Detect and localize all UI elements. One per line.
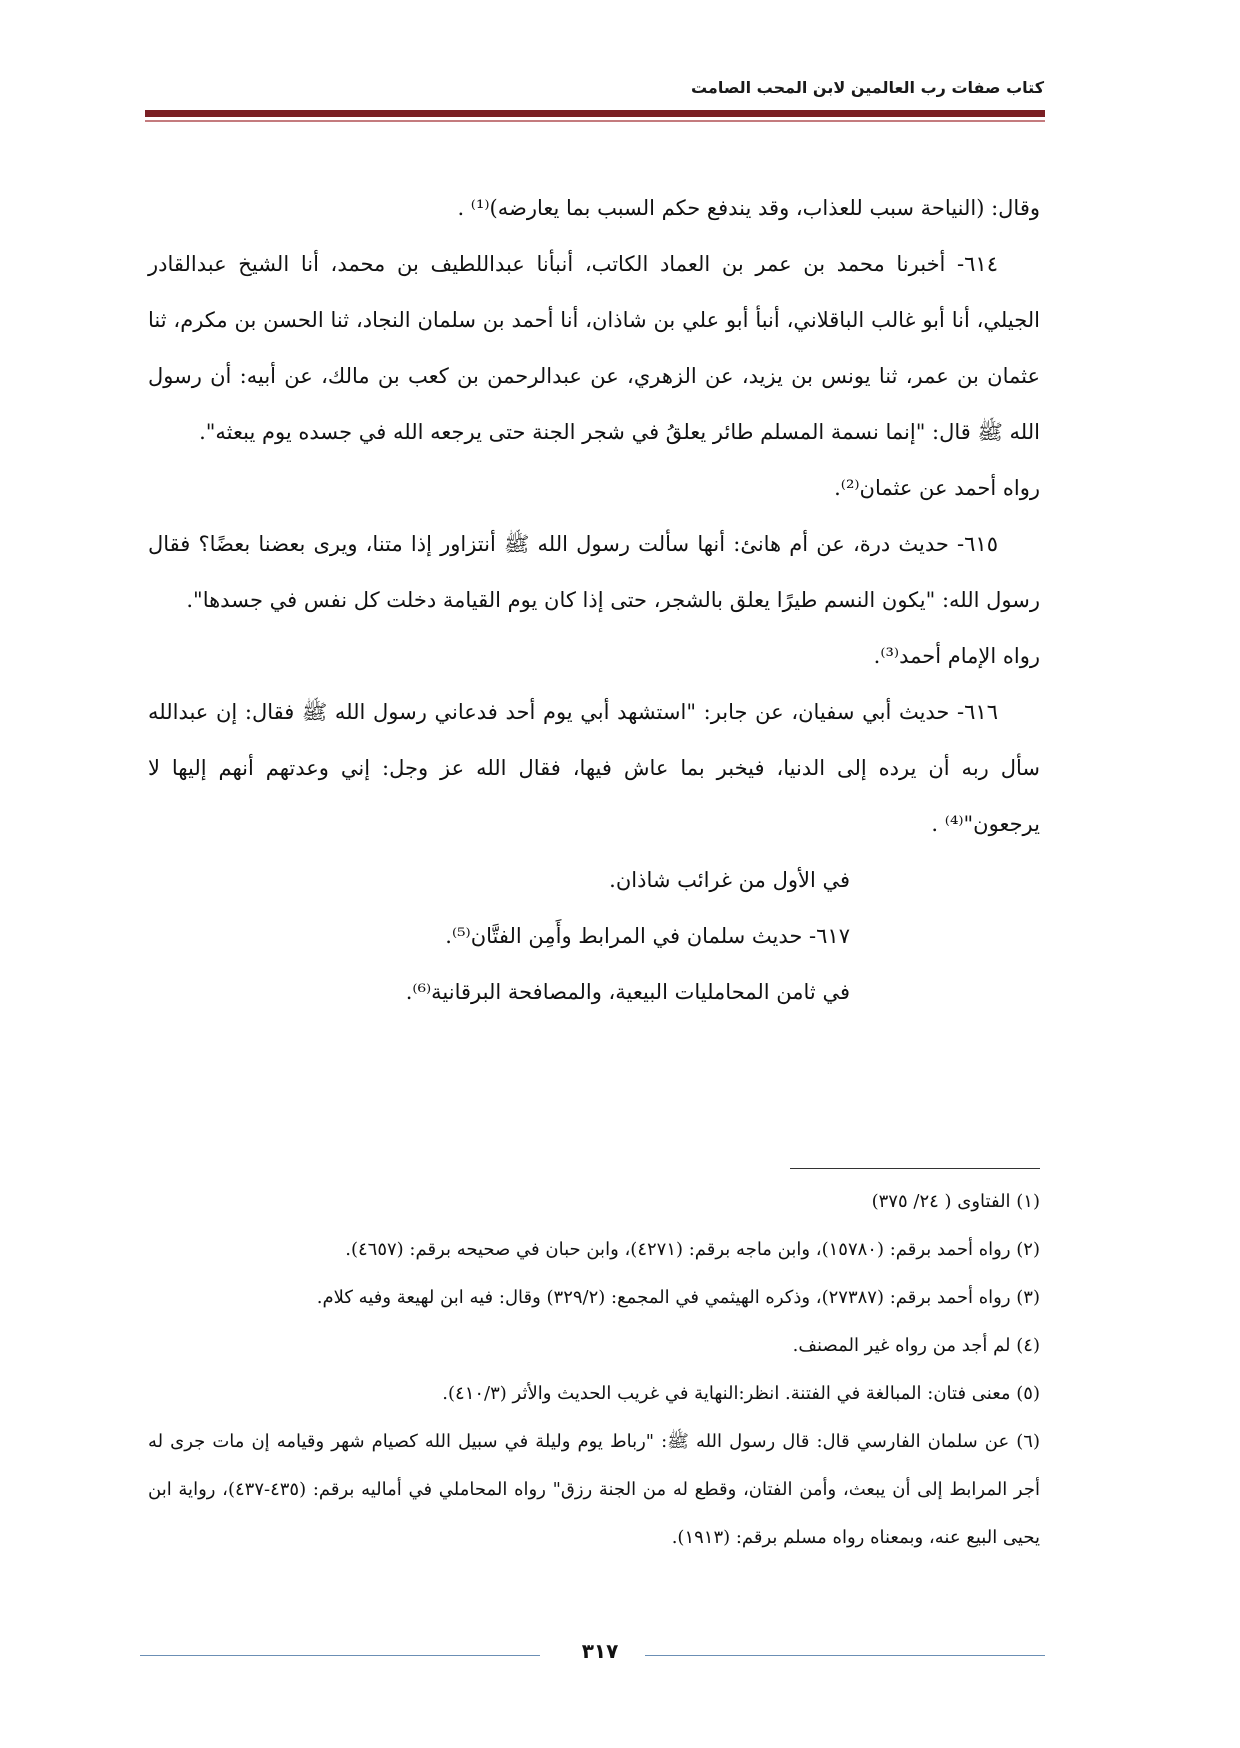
paragraph-intro-quote: وقال: (النياحة سبب للعذاب، وقد يندفع حكم السبب بما يعارضه)⁽¹⁾ . <box>457 196 1040 220</box>
paragraph-narration-note-614: رواه أحمد عن عثمان⁽²⁾. <box>834 476 1040 500</box>
paragraph-narration-note-615: رواه الإمام أحمد⁽³⁾. <box>873 644 1040 668</box>
running-header-title: كتاب صفات رب العالمين لابن المحب الصامت <box>690 78 1044 97</box>
footnote-4: (٤) لم أجد من رواه غير المصنف. <box>792 1335 1040 1356</box>
paragraph-hadith-616: ٦١٦- حديث أبي سفيان، عن جابر: "استشهد أبي يوم أحد فدعاني رسول الله ﷺ فقال: إن عبدالله سأل ربه أن يرده إلى الدنيا، فيخبر بما عاش فيها، فقال الله عز وجل: إني وعدتهم أنهم إليها لا يرجعون"⁽⁴⁾ . <box>148 700 1040 836</box>
page-number: ٣١٧ <box>581 1639 619 1663</box>
footnote-2: (٢) رواه أحمد برقم: (١٥٧٨٠)، وابن ماجه برقم: (٤٢٧١)، وابن حبان في صحيحه برقم: (٤٦٥٧). <box>345 1239 1040 1260</box>
footnotes-section <box>148 1178 1040 1562</box>
main-text <box>148 180 1040 1020</box>
footnote-separator <box>790 1168 1040 1169</box>
footnote-5: (٥) معنى فتان: المبالغة في الفتنة. انظر:النهاية في غريب الحديث والأثر (٤١٠/٣). <box>442 1383 1040 1404</box>
header-rule-thin <box>145 120 1045 122</box>
footer-rule-right <box>645 1655 1045 1656</box>
footnote-3: (٣) رواه أحمد برقم: (٢٧٣٨٧)، وذكره الهيثمي في المجمع: (٣٢٩/٢) وقال: فيه ابن لهيعة وفيه كلام. <box>316 1287 1040 1308</box>
footnote-1: (١) الفتاوى ( ٢٤/ ٣٧٥) <box>871 1191 1040 1212</box>
footer-rule-left <box>140 1655 540 1656</box>
paragraph-hadith-617: ٦١٧- حديث سلمان في المرابط وأَمِن الفتَّان⁽⁵⁾. <box>445 924 850 948</box>
paragraph-hadith-614: ٦١٤- أخبرنا محمد بن عمر بن العماد الكاتب، أنبأنا عبداللطيف بن محمد، أنا الشيخ عبدالقادر الجيلي، أنا أبو غالب الباقلاني، أنبأ أبو علي بن شاذان، أنا أحمد بن سلمان النجاد، ثنا الحسن بن مكرم، ثنا عثمان بن عمر، ثنا يونس بن يزيد، عن الزهري، عن عبدالرحمن بن كعب بن مالك، عن أبيه: أن رسول الله ﷺ قال: "إنما نسمة المسلم طائر يعلقُ في شجر الجنة حتى يرجعه الله في جسده يوم يبعثه". <box>148 252 1040 444</box>
paragraph-hadith-615: ٦١٥- حديث درة، عن أم هانئ: أنها سألت رسول الله ﷺ أنتزاور إذا متنا، ويرى بعضنا بعضًا؟ فقال رسول الله: "يكون النسم طيرًا يعلق بالشجر، حتى إذا كان يوم القيامة دخلت كل نفس في جسدها". <box>148 532 1040 612</box>
footnote-6: (٦) عن سلمان الفارسي قال: قال رسول الله ﷺ: "رباط يوم وليلة في سبيل الله كصيام شهر وقيامه إن مات جرى له أجر المرابط إلى أن يبعث، وأمن الفتان، وقطع له من الجنة رزق" رواه المحاملي في أماليه برقم: (٤٣٥-٤٣٧)، رواية ابن يحيى البيع عنه، وبمعناه رواه مسلم برقم: (١٩١٣). <box>148 1431 1040 1548</box>
header-rule-thick <box>145 110 1045 117</box>
paragraph-source-616: في الأول من غرائب شاذان. <box>609 868 850 892</box>
paragraph-source-617: في ثامن المحامليات البيعية، والمصافحة البرقانية⁽⁶⁾. <box>405 980 850 1004</box>
